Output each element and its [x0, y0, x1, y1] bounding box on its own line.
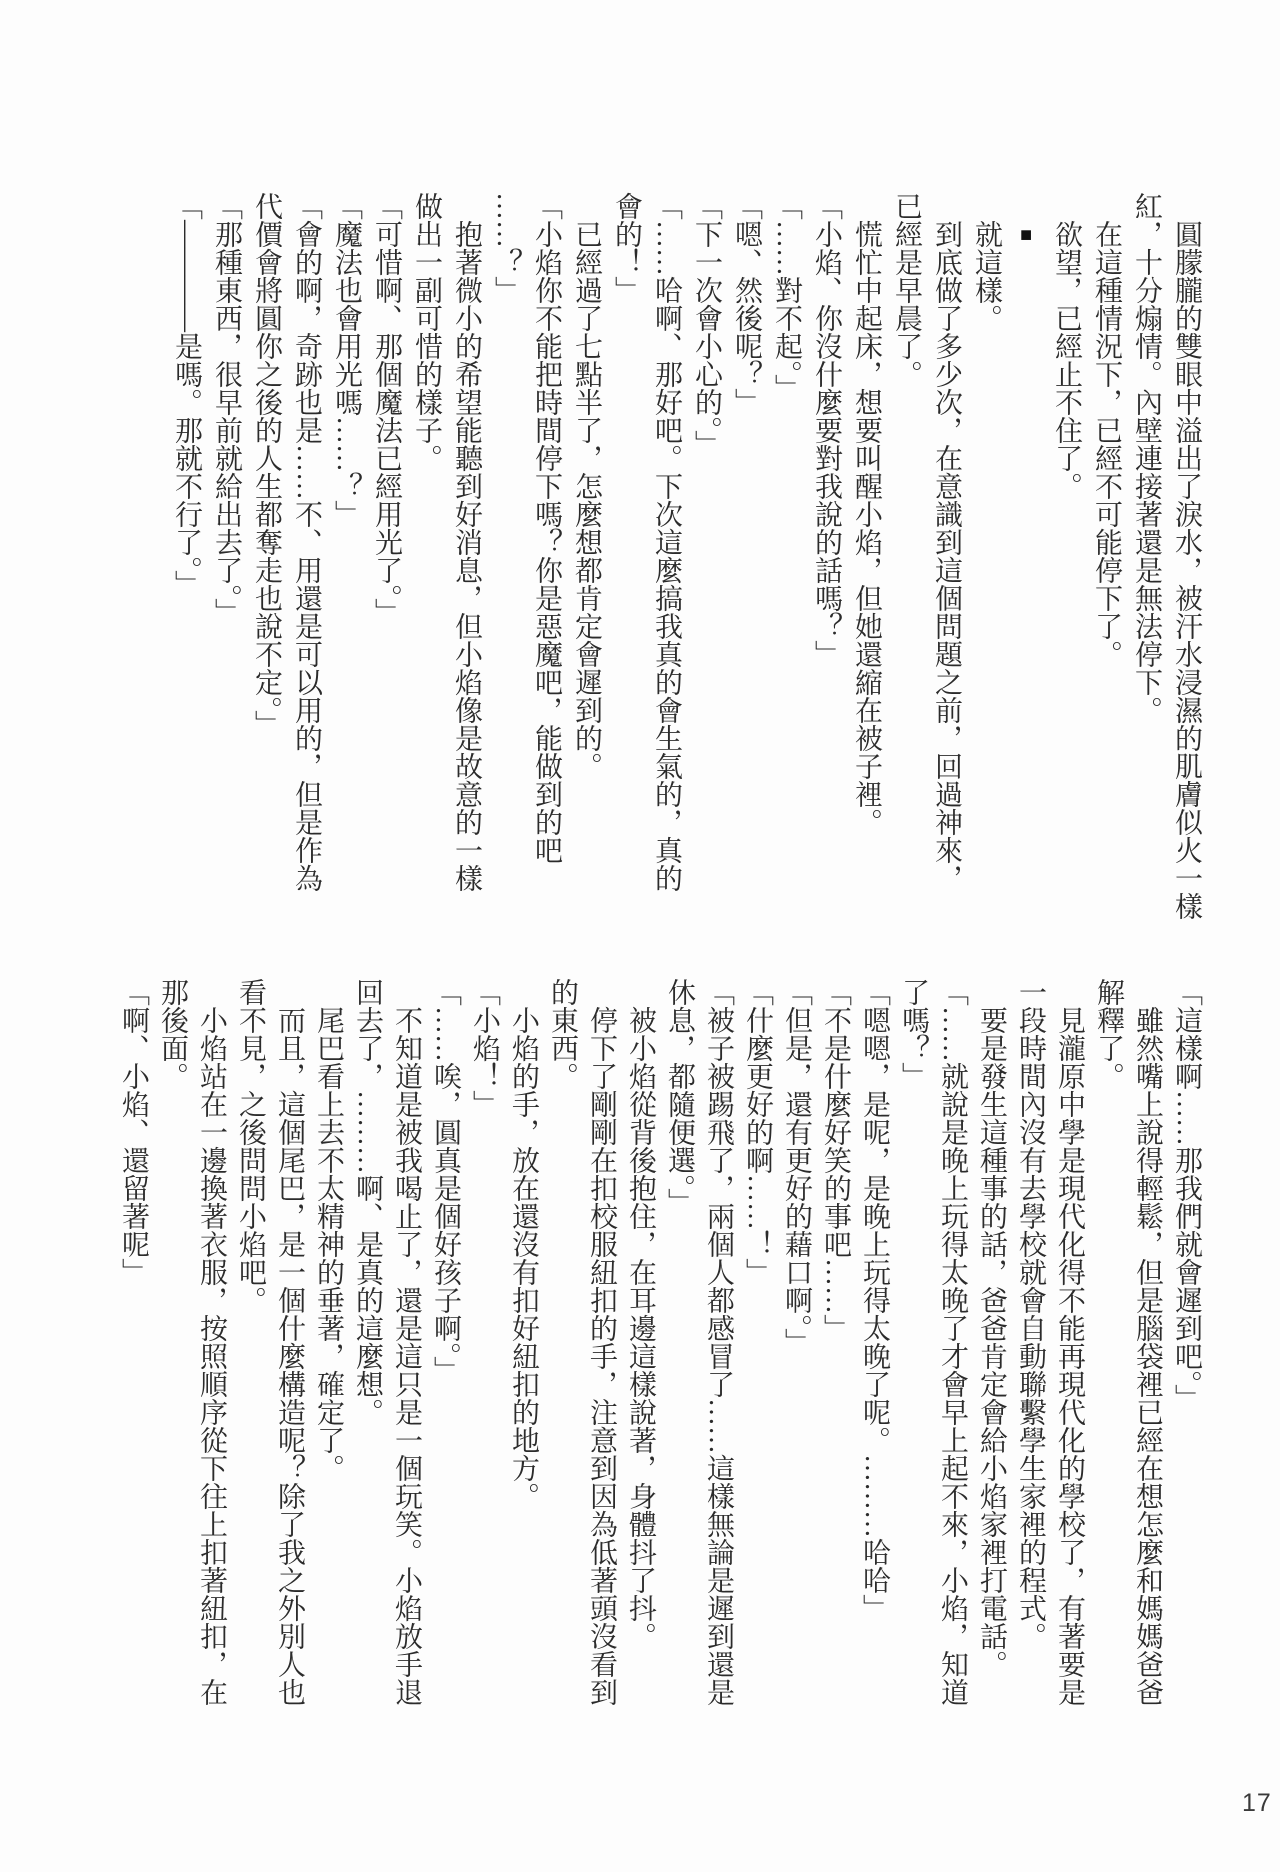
text-column: 「可惜啊、那個魔法已經用光了。」 — [371, 192, 402, 626]
text-column: 小焰的手，放在還沒有扣好紐扣的地方。 — [508, 978, 539, 1510]
text-column: ■ — [1015, 224, 1037, 246]
text-column: 「什麼更好的啊……！」 — [742, 978, 773, 1286]
text-column: 了嗎？」 — [898, 978, 929, 1090]
text-column: 的東西。 — [547, 978, 578, 1090]
text-column: 「不是什麼好笑的事吧……」 — [820, 978, 851, 1342]
text-block-upper — [166, 192, 1206, 934]
text-column: 抱著微小的希望能聽到好消息，但小焰像是故意的一樣 — [451, 192, 482, 892]
text-column: 被小焰從背後抱住，在耳邊這樣說著，身體抖了抖。 — [625, 978, 656, 1650]
text-column: 不知道是被我喝止了，還是這只是一個玩笑。小焰放手退 — [391, 978, 422, 1706]
text-column: ……？」 — [491, 192, 522, 304]
text-column: 已經是早晨了。 — [891, 192, 922, 388]
text-column: 「嗯、然後呢？」 — [731, 192, 762, 416]
text-column: 要是發生這種事的話，爸爸肯定會給小焰家裡打電話。 — [976, 978, 1007, 1678]
text-column: 小焰站在一邊換著衣服，按照順序從下往上扣著紐扣，在 — [196, 978, 227, 1706]
text-column: 會的！」 — [611, 192, 642, 304]
text-column: 做出一副可惜的樣子。 — [411, 192, 442, 472]
text-column: 「……唉，圓真是個好孩子啊。」 — [430, 978, 461, 1384]
text-column: 回去了，………啊、是真的這麼想。 — [352, 978, 383, 1426]
text-column: 而且，這個尾巴，是一個什麼構造呢？除了我之外別人也 — [274, 978, 305, 1706]
text-column: 「……就說是晚上玩得太晚了才會早上起不來，小焰，知道 — [937, 978, 968, 1706]
text-column: 代價會將圓你之後的人生都奪走也說不定。」 — [251, 192, 282, 738]
text-column: 雖然嘴上說得輕鬆，但是腦袋裡已經在想怎麼和媽媽爸爸 — [1132, 978, 1163, 1706]
text-column: 解釋了。 — [1093, 978, 1124, 1090]
text-column: 慌忙中起床，想要叫醒小焰，但她還縮在被子裡。 — [851, 192, 882, 836]
page-number: 17 — [1242, 1789, 1272, 1817]
text-column: 圓朦朧的雙眼中溢出了淚水，被汗水浸濕的肌膚似火一樣 — [1171, 192, 1202, 920]
text-column: 「……哈啊、那好吧。下次這麼搞我真的會生氣的，真的 — [651, 192, 682, 892]
text-column: 「嗯嗯，是呢，是晚上玩得太晚了呢。………哈哈」 — [859, 978, 890, 1622]
text-column: 一段時間內沒有去學校就會自動聯繫學生家裡的程式。 — [1015, 978, 1046, 1650]
text-column: 「魔法也會用光嗎……？」 — [331, 192, 362, 528]
text-column: 已經過了七點半了，怎麼想都肯定會遲到的。 — [571, 192, 602, 780]
text-column: 「————是嗎。那就不行了。」 — [171, 192, 202, 598]
text-column: 「下一次會小心的。」 — [691, 192, 722, 458]
text-column: 在這種情況下，已經不可能停下了。 — [1091, 192, 1122, 668]
text-column: 「小焰你不能把時間停下嗎？你是惡魔吧，能做到的吧 — [531, 192, 562, 864]
text-column: 那後面。 — [157, 978, 188, 1090]
text-column: 停下了剛剛在扣校服紐扣的手，注意到因為低著頭沒看到 — [586, 978, 617, 1706]
text-column: 「……對不起。」 — [771, 192, 802, 402]
text-column: 到底做了多少次，在意識到這個問題之前，回過神來， — [931, 192, 962, 892]
text-column: 尾巴看上去不太精神的垂著，確定了。 — [313, 978, 344, 1482]
text-column: 休息，都隨便選。」 — [664, 978, 695, 1216]
text-column: 「小焰！」 — [469, 978, 500, 1118]
text-column: 「這樣啊……那我們就會遲到吧。」 — [1171, 978, 1202, 1412]
text-column: 就這樣。 — [971, 192, 1002, 332]
text-column: 「小焰、你沒什麼要對我說的話嗎？」 — [811, 192, 842, 668]
text-column: 見瀧原中學是現代化得不能再現代化的學校了，有著要是 — [1054, 978, 1085, 1706]
text-column: 紅，十分煽情。內壁連接著還是無法停下。 — [1131, 192, 1162, 724]
text-column: 「會的啊，奇跡也是……不、用還是可以用的，但是作為 — [291, 192, 322, 892]
text-column: 「那種東西，很早前就給出去了。」 — [211, 192, 242, 626]
text-block-lower — [114, 978, 1206, 1720]
text-column: 欲望，已經止不住了。 — [1051, 192, 1082, 500]
text-column: 「被子被踢飛了，兩個人都感冒了……這樣無論是遲到還是 — [703, 978, 734, 1706]
text-column: 看不見，之後問問小焰吧。 — [235, 978, 266, 1314]
text-column: 「啊、小焰、還留著呢」 — [118, 978, 149, 1286]
text-column: 「但是，還有更好的藉口啊。」 — [781, 978, 812, 1356]
